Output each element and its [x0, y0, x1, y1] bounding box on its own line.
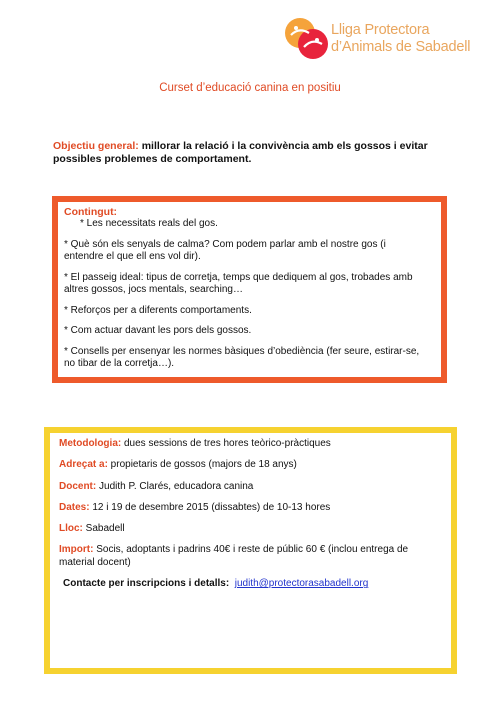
contact-email-link[interactable]: judith@protectorasabadell.org — [234, 578, 369, 590]
logo-text — [331, 22, 470, 56]
detail-lloc — [59, 523, 439, 536]
detail-label: Adreçat a: — [59, 459, 108, 471]
detail-adreca — [59, 459, 439, 472]
objective-label: Objectiu general: — [53, 140, 139, 152]
detail-import — [59, 544, 439, 569]
content-item: * Les necessitats reals del gos. — [80, 218, 218, 229]
detail-value: dues sessions de tres hores teòrico-pràctiques — [121, 438, 331, 449]
detail-value: Socis, adoptants i padrins 40€ i reste de públic 60 € (inclou entrega de material docent) — [59, 544, 409, 568]
content-item: * Reforços per a diferents comportaments. — [64, 304, 252, 316]
detail-value: 12 i 19 de desembre 2015 (dissabtes) de 10-13 hores — [89, 501, 331, 513]
details-box — [44, 427, 457, 674]
content-item: * Com actuar davant les pors dels gossos. — [64, 325, 252, 336]
detail-value: propietaris de gossos (majors de 18 anys) — [107, 459, 297, 471]
detail-label: Docent: — [59, 480, 97, 492]
content-box — [52, 196, 447, 383]
logo-line-2: d’Animals de Sabadell — [331, 39, 471, 55]
detail-metodologia — [59, 438, 439, 451]
content-item: * Consells per ensenyar les normes bàsiques d’obediència (fer seure, estirar-se, no tibar de la corretja…). — [64, 345, 420, 369]
detail-value: Judith P. Clarés, educadora canina — [96, 480, 254, 492]
content-heading: Contingut: — [64, 206, 118, 218]
detail-value: Sabadell — [82, 523, 125, 535]
logo — [283, 14, 495, 76]
detail-dates — [59, 502, 439, 515]
detail-label: Import: — [59, 544, 94, 556]
logo-mark-icon — [283, 14, 331, 62]
page-title: Curset d’educació canina en positiu — [159, 82, 341, 94]
detail-contact — [63, 578, 439, 591]
detail-label: Dates: — [59, 501, 90, 513]
content-item: * El passeig ideal: tipus de corretja, temps que dediquem al gos, trobades amb altres gossos, jocs mentals, searching… — [64, 271, 413, 295]
detail-label: Lloc: — [59, 523, 83, 535]
objective — [53, 140, 463, 165]
objective-text: millorar la relació i la convivència amb els gossos i evitar possibles problemes de comportament. — [53, 140, 428, 165]
detail-docent — [59, 481, 439, 494]
content-item: * Què són els senyals de calma? Com podem parlar amb el nostre gos (i entendre el que ell ens vol dir). — [64, 238, 386, 262]
contact-label: Contacte per inscripcions i detalls: — [63, 578, 230, 590]
logo-line-1: Lliga Protectora — [331, 22, 430, 38]
detail-label: Metodologia: — [59, 438, 122, 449]
